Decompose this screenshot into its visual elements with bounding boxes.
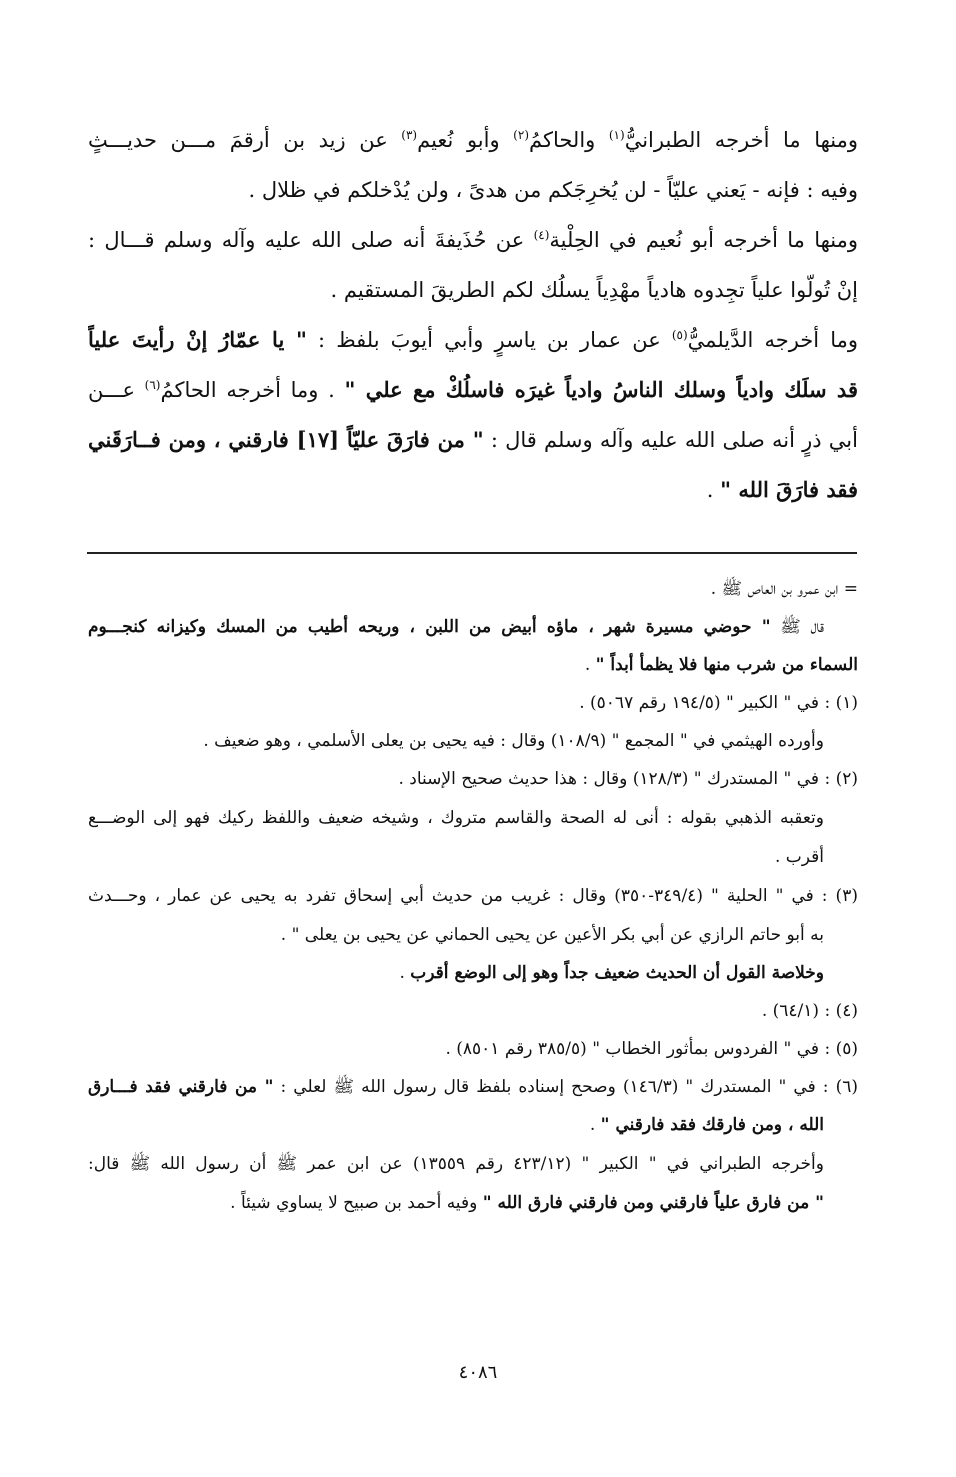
text-segment: وأورده الهيثمي في " المجمع " (١٠٨/٩) وقال : فيه يحيى بن يعلى الأسلمي ، وهو ضعيف . <box>203 731 824 751</box>
text-segment: ومنها ما أخرجه الطبرانيُّ <box>624 128 858 152</box>
text-segment: وتعقبه الذهبي بقوله : أنى له الصحة والقاسم متروك ، وشيخه ضعيف واللفظ ركيك فهو إلى الوضـــع <box>88 808 824 828</box>
bold-text-segment: " يا عمّارُ إنْ رأيتَ علياً <box>88 327 307 352</box>
bold-text-segment: وخلاصة القول أن الحديث ضعيف جداً وهو إلى الوضع أقرب <box>410 963 824 983</box>
footnote-line-f6 <box>88 798 858 838</box>
bold-text-segment: فقد فارَقَ الله " <box>720 477 858 502</box>
main-line-l2 <box>88 165 858 215</box>
main-line-l6 <box>88 365 858 415</box>
text-segment: عـــن <box>88 378 145 402</box>
footnote-divider <box>87 552 857 554</box>
text-segment: عن عمار بن ياسرٍ وأبي أيوبَ بلفظ : <box>306 328 672 352</box>
footnote-marker: (٤) <box>533 228 550 242</box>
text-segment: (١) : في " الكبير " (١٩٤/٥ رقم ٥٠٦٧) . <box>579 693 858 713</box>
footnote-line-f3 <box>88 684 858 722</box>
text-segment: (٥) : في " الفردوس بمأثور الخطاب " (٣٨٥/٥ رقم ٨٥٠١) . <box>445 1039 858 1059</box>
text-segment: . <box>584 655 596 675</box>
main-line-l8 <box>88 465 858 515</box>
text-segment: = ابن عمرو بن العاص ﷺ . <box>710 579 858 599</box>
text-segment: (٣) : في " الحلية " (٣٤٩/٤-٣٥٠) وقال : غريب من حديث أبي إسحاق تفرد به يحيى عن عمار ، وحـــدث <box>88 886 858 906</box>
footnote-line-f2 <box>88 646 858 684</box>
text-segment: وما أخرجه الدَّيلميُّ <box>687 328 858 352</box>
text-segment: به أبو حاتم الرازي عن أبي بكر الأعين عن يحيى الحماني عن يحيى بن يعلى " . <box>280 925 824 945</box>
text-segment: إنْ تُولّوا علياً تجِدوه هادياً مهْدِياً يسلُك لكم الطريقَ المستقيم . <box>330 278 858 302</box>
footnote-line-f7 <box>88 838 858 876</box>
text-segment: وأخرجه الطبراني في " الكبير " (٤٢٣/١٢ رقم ١٣٥٥٩) عن ابن عمر ﷺ أن رسول الله ﷺ قال: <box>88 1154 824 1174</box>
footnote-line-f4 <box>88 722 858 760</box>
main-line-l3 <box>88 215 858 265</box>
text-segment: . وما أخرجه الحاكمُ <box>160 378 345 402</box>
main-text-block <box>88 115 858 515</box>
footnote-line-f10 <box>88 954 858 992</box>
footnote-line-f0 <box>88 570 858 608</box>
text-segment: عن حُذَيفةَ أنه صلى الله عليه وآله وسلم قـــال : <box>88 228 534 252</box>
bold-text-segment: " من فارق علياً فارقني ومن فارقني فارق الله " <box>482 1193 824 1213</box>
main-line-l7 <box>88 415 858 465</box>
text-segment: . <box>706 478 721 502</box>
footnote-line-f14 <box>88 1106 858 1144</box>
text-segment: (٤) : (٦٤/١) . <box>761 1001 858 1021</box>
text-segment: وفيه أحمد بن صبيح لا يساوي شيئاً . <box>230 1193 483 1213</box>
text-segment: والحاكمُ <box>529 128 609 152</box>
footnote-marker: (٢) <box>513 128 529 142</box>
bold-text-segment: الله ، ومن فارقك فقد فارقني " <box>600 1115 824 1135</box>
text-segment: أقرب . <box>774 847 824 867</box>
bold-text-segment: قد سلَك وادياً وسلك الناسُ وادياً غيرَه فاسلُكْ مع علي " <box>344 377 858 402</box>
footnote-marker: (٣) <box>401 128 418 142</box>
text-segment: أبي ذرٍ أنه صلى الله عليه وآله وسلم قال : <box>483 428 858 452</box>
text-segment: ومنها ما أخرجه أبو نُعيم في الحِلْية <box>549 228 858 252</box>
text-segment: قال ﷺ <box>770 617 824 637</box>
bold-text-segment: " من فارقني فقد فـــارق <box>88 1077 274 1097</box>
bold-text-segment: السماء من شرب منها فلا يظمأ أبداً " <box>595 655 858 675</box>
text-segment: . <box>399 963 411 983</box>
text-segment: . <box>589 1115 601 1135</box>
footnote-line-f13 <box>88 1068 858 1106</box>
main-line-l5 <box>88 315 858 365</box>
main-line-l4 <box>88 265 858 315</box>
footnote-line-f16 <box>88 1184 858 1222</box>
text-segment: (٦) : في " المستدرك " (١٤٦/٣) وصحح إسناده بلفظ قال رسول الله ﷺ لعلي : <box>273 1077 858 1097</box>
page-number: ٤٠٨٦ <box>458 1362 498 1383</box>
footnote-line-f12 <box>88 1030 858 1068</box>
main-line-l1 <box>88 115 858 165</box>
footnote-line-f11 <box>88 992 858 1030</box>
footnote-line-f9 <box>88 916 858 954</box>
footnote-marker: (٥) <box>671 328 688 342</box>
text-segment: عن زيد بن أرقمَ مـــن حديـــثٍ <box>88 128 402 152</box>
text-segment: وأبو نُعيم <box>417 128 514 152</box>
bold-text-segment: " من فارَقَ عليّاً [١٧] فارقني ، ومن فــارَقَني <box>88 427 484 452</box>
footnotes-block <box>88 570 858 1222</box>
text-segment: (٢) : في " المستدرك " (١٢٨/٣) وقال : هذا حديث صحيح الإسناد . <box>398 769 858 789</box>
footnote-line-f15 <box>88 1144 858 1184</box>
footnote-line-f5 <box>88 760 858 798</box>
bold-text-segment: " حوضي مسيرة شهر ، ماؤه أبيض من اللبن ، وريحه أطيب من المسك وكيزانه كنجـــوم <box>88 617 771 637</box>
footnote-line-f8 <box>88 876 858 916</box>
footnote-marker: (١) <box>608 128 625 142</box>
footnote-line-f1 <box>88 608 858 646</box>
footnote-marker: (٦) <box>144 378 161 392</box>
text-segment: وفيه : فإنه - يَعني عليّاً - لن يُخرِجَكم من هدىً ، ولن يُدْخلكم في ظلال . <box>248 178 858 202</box>
